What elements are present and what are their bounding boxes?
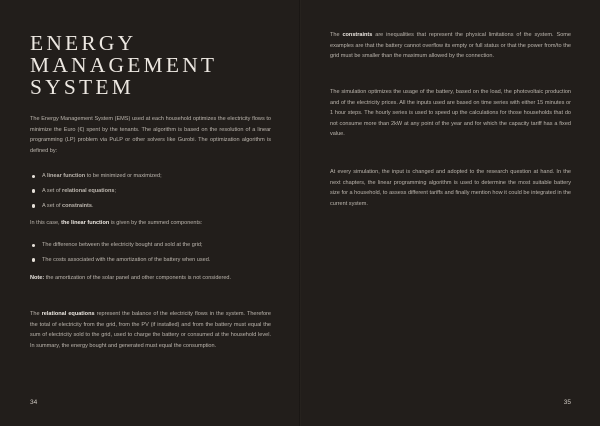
list-item: A set of constraints. <box>30 201 271 212</box>
list-item: The costs associated with the amortization of the battery when used. <box>30 255 271 266</box>
list-item: A linear function to be minimized or maximized; <box>30 171 271 182</box>
relational-equations-paragraph: The relational equations represent the balance of the electricity flows in the system. Therefore the total of electricity from the grid, from the PV (if installed) and from the battery must equal the sum of electricity sold to the grid, used to charge the battery or consumed at the household level. In summary, the energy bought and generated must equal the consumption. <box>30 311 271 349</box>
page-number-left: 34 <box>30 399 38 406</box>
note-paragraph: Note: the amortization of the solar panel and other components is not considered. <box>30 275 232 281</box>
linear-function-paragraph: In this case, the linear function is given by the summed components: <box>30 220 203 226</box>
components-list <box>30 240 271 270</box>
page-title <box>30 32 217 98</box>
list-item: A set of relational equations; <box>30 186 271 197</box>
left-page <box>0 0 299 426</box>
list-item: The difference between the electricity bought and sold at the grid; <box>30 240 271 251</box>
page-number-right: 35 <box>563 399 571 406</box>
every-simulation-paragraph: At every simulation, the input is changed and adopted to the research question at hand. In the next chapters, the linear programming algorithm is used to determine the most suitable battery size for a household, to assess different tariffs and finally mention how it could be integrated in the current system. <box>330 169 571 207</box>
simulation-paragraph: The simulation optimizes the usage of the battery, based on the load, the photovoltaic production and of the electricity prices. All the inputs used are based on time series with either 15 minutes or 1 hour steps. The hourly series is used to speed up the calculations for those households that do not consume more than 2kW at any point of the year and for which the capacity tariff has a fixed value. <box>330 89 571 138</box>
definition-list <box>30 171 271 215</box>
intro-paragraph: The Energy Management System (EMS) used at each household optimizes the electricity flows to minimize the Euro (€) spent by the tenants. The algorithm is based on the resolution of a linear programming (LP) problem via PuLP or other solvers like Gurobi. The optimization algorithm is defined by: <box>30 116 271 154</box>
title-line-2: MANAGEMENT <box>30 53 218 77</box>
right-page <box>301 0 600 426</box>
constraints-paragraph: The constraints are inequalities that represent the physical limitations of the system. Some examples are that the battery cannot overflow its empty or full status or that the power from/to the grid must be smaller than the maximum allowed by the connection. <box>330 32 571 60</box>
title-line-3: SYSTEM <box>30 75 135 99</box>
title-line-1: ENERGY <box>30 31 137 55</box>
